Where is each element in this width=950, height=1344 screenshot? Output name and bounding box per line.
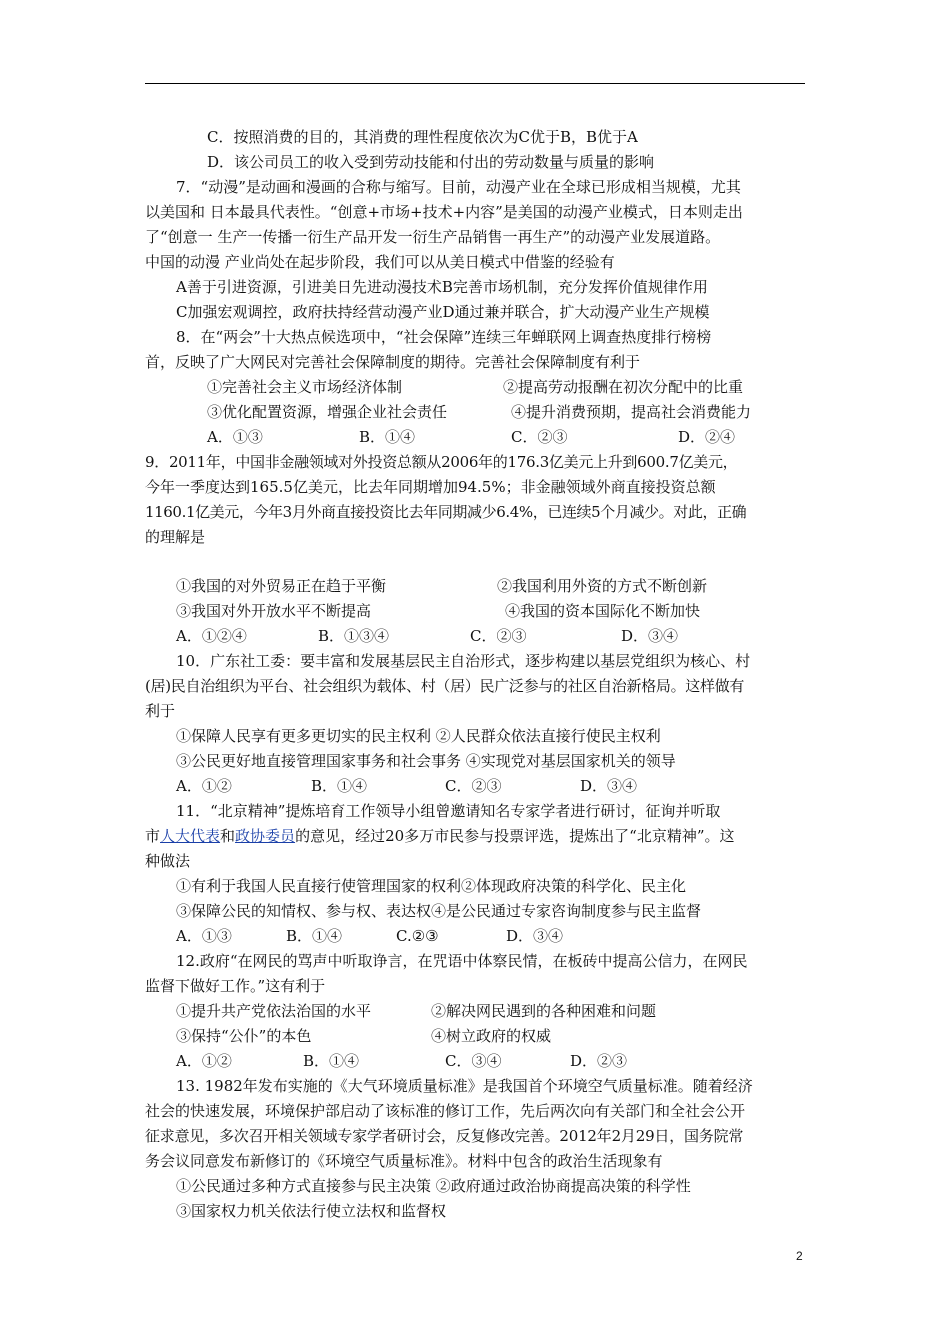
q10-statements-34: ③公民更好地直接管理国家事务和社会事务 ④实现党对基层国家机关的领导 (176, 752, 676, 770)
q6-option-d: D．该公司员工的收入受到劳动技能和付出的劳动数量与质量的影响 (207, 153, 655, 171)
q7-stem-line-4: 中国的动漫 产业尚处在起步阶段，我们可以从美日模式中借鉴的经验有 (145, 253, 615, 271)
q10-statements-12: ①保障人民享有更多更切实的民主权利 ②人民群众依法直接行使民主权利 (176, 727, 661, 745)
q9-choice-c: C．②③ (470, 627, 527, 645)
q13-statement-3: ③国家权力机关依法行使立法权和监督权 (176, 1202, 447, 1220)
q10-choice-d: D．③④ (580, 777, 638, 795)
q8-stem-line-2: 首，反映了广大网民对完善社会保障制度的期待。完善社会保障制度有利于 (145, 353, 641, 371)
header-rule (145, 83, 805, 84)
q9-stem-line-4: 的理解是 (145, 528, 206, 546)
link-zhengxie-weiyuan[interactable]: 政协委员 (235, 827, 296, 845)
q8-statement-2: ②提高劳动报酬在初次分配中的比重 (503, 378, 744, 396)
q11-stem-line-2: 市人大代表和政协委员的意见，经过20多万市民参与投票评选，提炼出了“北京精神”。这 (145, 827, 735, 845)
q12-choice-b: B．①④ (303, 1052, 360, 1070)
q12-statement-1: ①提升共产党依法治国的水平 (176, 1002, 372, 1020)
q9-statement-1: ①我国的对外贸易正在趋于平衡 (176, 577, 387, 595)
q9-choice-a: A．①②④ (176, 627, 247, 645)
q11-stem-line-3: 种做法 (145, 852, 191, 870)
q8-choice-d: D．②④ (678, 428, 736, 446)
q12-statement-2: ②解决网民遇到的各种困难和问题 (431, 1002, 657, 1020)
q12-choice-d: D．②③ (570, 1052, 628, 1070)
q10-choice-b: B．①④ (311, 777, 368, 795)
q11-choice-b: B．①④ (286, 927, 343, 945)
q7-stem-line-2: 以美国和 日本最具代表性。“创意+市场+技术+内容”是美国的动漫产业模式，日本则走出 (145, 203, 743, 221)
q10-choice-c: C．②③ (445, 777, 502, 795)
q7-stem-line-3: 了“创意一 生产一传播一衍生产品开发一衍生产品销售一再生产”的动漫产业发展道路。 (145, 228, 721, 246)
q7-options-cd: C加强宏观调控，政府扶持经营动漫产业D通过兼并联合，扩大动漫产业生产规模 (176, 303, 710, 321)
q9-statement-2: ②我国利用外资的方式不断创新 (497, 577, 708, 595)
q11-choice-c: C.②③ (396, 927, 439, 945)
q11-choice-d: D．③④ (506, 927, 564, 945)
q10-stem-line-2: (居)民自治组织为平台、社会组织为载体、村（居）民广泛参与的社区自治新格局。这样做有 (145, 677, 745, 695)
q8-statement-3: ③优化配置资源，增强企业社会责任 (207, 403, 448, 421)
q13-stem-line-4: 务会议同意发布新修订的《环境空气质量标准》。材料中包含的政治生活现象有 (145, 1152, 663, 1170)
q12-choice-c: C．③④ (445, 1052, 502, 1070)
q11-choice-a: A．①③ (176, 927, 232, 945)
q9-stem-line-2: 今年一季度达到165.5亿美元，比去年同期增加94.5%；非金融领域外商直接投资总额 (145, 478, 716, 496)
link-renda-daibiao[interactable]: 人大代表 (160, 827, 221, 845)
q12-choice-a: A．①② (176, 1052, 232, 1070)
q9-statement-4: ④我国的资本国际化不断加快 (505, 602, 701, 620)
q7-stem-line-1: 7．“动漫”是动画和漫画的合称与缩写。目前，动漫产业在全球已形成相当规模，尤其 (176, 178, 741, 196)
q13-stem-line-3: 征求意见，多次召开相关领域专家学者研讨会，反复修改完善。2012年2月29日，国务院常 (145, 1127, 744, 1145)
q8-stem-line-1: 8．在“两会”十大热点候选项中，“社会保障”连续三年蝉联网上调查热度排行榜榜 (176, 328, 712, 346)
q6-option-c: C．按照消费的目的，其消费的理性程度依次为C优于B，B优于A (207, 128, 638, 146)
q11-statements-34: ③保障公民的知情权、参与权、表达权④是公民通过专家咨询制度参与民主监督 (176, 902, 702, 920)
q8-choice-b: B．①④ (359, 428, 416, 446)
q9-choice-d: D．③④ (621, 627, 679, 645)
q9-stem-line-1: 9．2011年，中国非金融领域对外投资总额从2006年的176.3亿美元上升到600.7亿美元， (145, 453, 738, 471)
q8-statement-1: ①完善社会主义市场经济体制 (207, 378, 403, 396)
q9-stem-line-3: 1160.1亿美元，今年3月外商直接投资比去年同期减少6.4%，已连续5个月减少。对此，正确 (145, 503, 747, 521)
page-number: 2 (796, 1249, 803, 1263)
q13-statements-12: ①公民通过多种方式直接参与民主决策 ②政府通过政治协商提高决策的科学性 (176, 1177, 691, 1195)
q8-choice-a: A．①③ (207, 428, 263, 446)
q10-stem-line-1: 10．广东社工委：要丰富和发展基层民主自治形式，逐步构建以基层党组织为核心、村 (176, 652, 751, 670)
q11-statements-12: ①有利于我国人民直接行使管理国家的权利②体现政府决策的科学化、民主化 (176, 877, 687, 895)
q9-choice-b: B．①③④ (318, 627, 390, 645)
q9-statement-3: ③我国对外开放水平不断提高 (176, 602, 372, 620)
q8-choice-c: C．②③ (511, 428, 568, 446)
q13-stem-line-1: 13. 1982年发布实施的《大气环境质量标准》是我国首个环境空气质量标准。随着经济 (176, 1077, 753, 1095)
q12-statement-3: ③保持“公仆”的本色 (176, 1027, 312, 1045)
q7-options-ab: A善于引进资源，引进美日先进动漫技术B完善市场机制，充分发挥价值规律作用 (176, 278, 708, 296)
q11-stem-line-1: 11．“北京精神”提炼培育工作领导小组曾邀请知名专家学者进行研讨，征询并听取 (176, 802, 721, 820)
q12-statement-4: ④树立政府的权威 (431, 1027, 552, 1045)
q8-statement-4: ④提升消费预期，提高社会消费能力 (511, 403, 752, 421)
q10-choice-a: A．①② (176, 777, 232, 795)
q12-stem-line-1: 12.政府“在网民的骂声中听取诤言，在咒语中体察民情，在板砖中提高公信力，在网民 (176, 952, 748, 970)
q10-stem-line-3: 利于 (145, 702, 176, 720)
q12-stem-line-2: 监督下做好工作。”这有利于 (145, 977, 326, 995)
q13-stem-line-2: 社会的快速发展，环境保护部启动了该标准的修订工作，先后两次向有关部门和全社会公开 (145, 1102, 746, 1120)
